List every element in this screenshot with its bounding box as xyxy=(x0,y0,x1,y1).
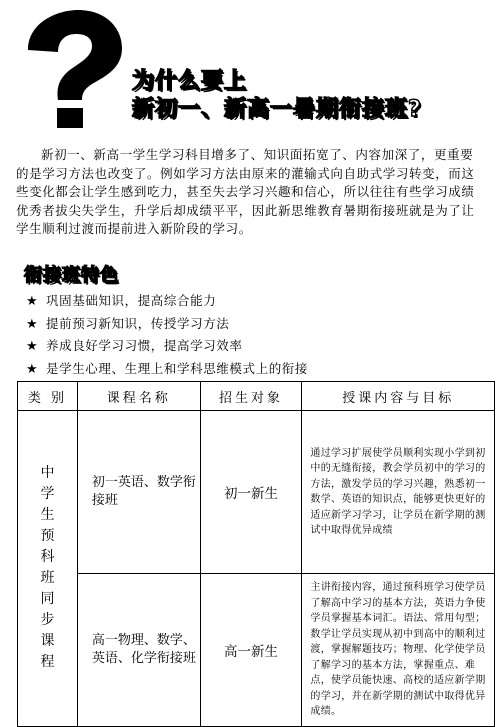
feature-text: 提前预习新知识，传授学习方法 xyxy=(46,315,230,331)
feature-item xyxy=(26,313,308,336)
audience-cell: 高一新生 xyxy=(200,574,302,727)
star-icon: ★ xyxy=(26,294,39,309)
features-title: 衔接班特色 xyxy=(24,265,119,286)
header-audience: 招生对象 xyxy=(200,382,302,411)
audience-cell: 初一新生 xyxy=(200,411,302,574)
course-name-cell: 高一物理、数学、英语、化学衔接班 xyxy=(77,574,200,727)
star-icon: ★ xyxy=(26,316,39,332)
feature-text: 养成良好学习习惯，提高学习效率 xyxy=(46,338,243,353)
feature-item xyxy=(26,358,308,381)
feature-text: 巩固基础知识，提高综合能力 xyxy=(46,293,217,308)
category-label: 中学生预科班同步课程 xyxy=(40,465,55,671)
star-icon: ★ xyxy=(26,339,39,354)
header-course-name: 课程名称 xyxy=(77,382,200,411)
content-cell: 通过学习扩展使学员顺利实现小学到初中的无缝衔接，教会学员初中的学习的方法，激发学员的学习兴趣，熟悉初一数学、英语的知识点，能够更快更好的适应新学习学习，让学员在新学期的测试中取得优异成绩 xyxy=(302,411,495,574)
category-cell xyxy=(18,411,78,727)
question-mark-icon xyxy=(18,10,126,128)
course-table xyxy=(17,381,495,727)
header-content: 授课内容与目标 xyxy=(302,382,495,411)
page-title-line2: 新初一、新高一暑期衔接班? xyxy=(132,97,422,122)
header-category: 类 别 xyxy=(18,382,78,411)
course-name-cell: 初一英语、数学衔接班 xyxy=(77,411,200,574)
content-cell: 主讲衔接内容，通过预科班学习使学员了解高中学习的基本方法，英语力争使学员掌握基本词汇。语法、常用句型；数学让学员实现从初中到高中的顺利过渡，掌握解题技巧；物理、化学使学员了解学习的基本方法，掌握重点、难点，使学员能快速、高校的适应新学期的学习，并在新学期的测试中取得优异成绩。 xyxy=(302,574,495,727)
table-row xyxy=(18,574,495,727)
feature-item xyxy=(26,290,308,313)
feature-text: 是学生心理、生理上和学科思维模式上的衔接 xyxy=(46,360,309,376)
feature-item xyxy=(26,335,308,358)
table-header-row xyxy=(18,382,495,411)
table-row xyxy=(18,411,495,574)
star-icon: ★ xyxy=(26,361,39,377)
intro-paragraph: 新初一、新高一学生学习科目增多了、知识面拓宽了、内容加深了，更重要的是学习方法也改变了。例如学习方法由原来的灌输式向自助式学习转变，而这些变化都会让学生感到吃力，甚至失去学习兴趣和信心，所以往往有些学习成绩优秀者拔尖失学生，升学后却成绩平平，因此新思维教育暑期衔接班就是为了让学生顺利过渡而提前进入新阶段的学习。 xyxy=(16,147,475,236)
features-list xyxy=(26,290,308,380)
page-title-line1: 为什么要上 xyxy=(132,69,248,94)
